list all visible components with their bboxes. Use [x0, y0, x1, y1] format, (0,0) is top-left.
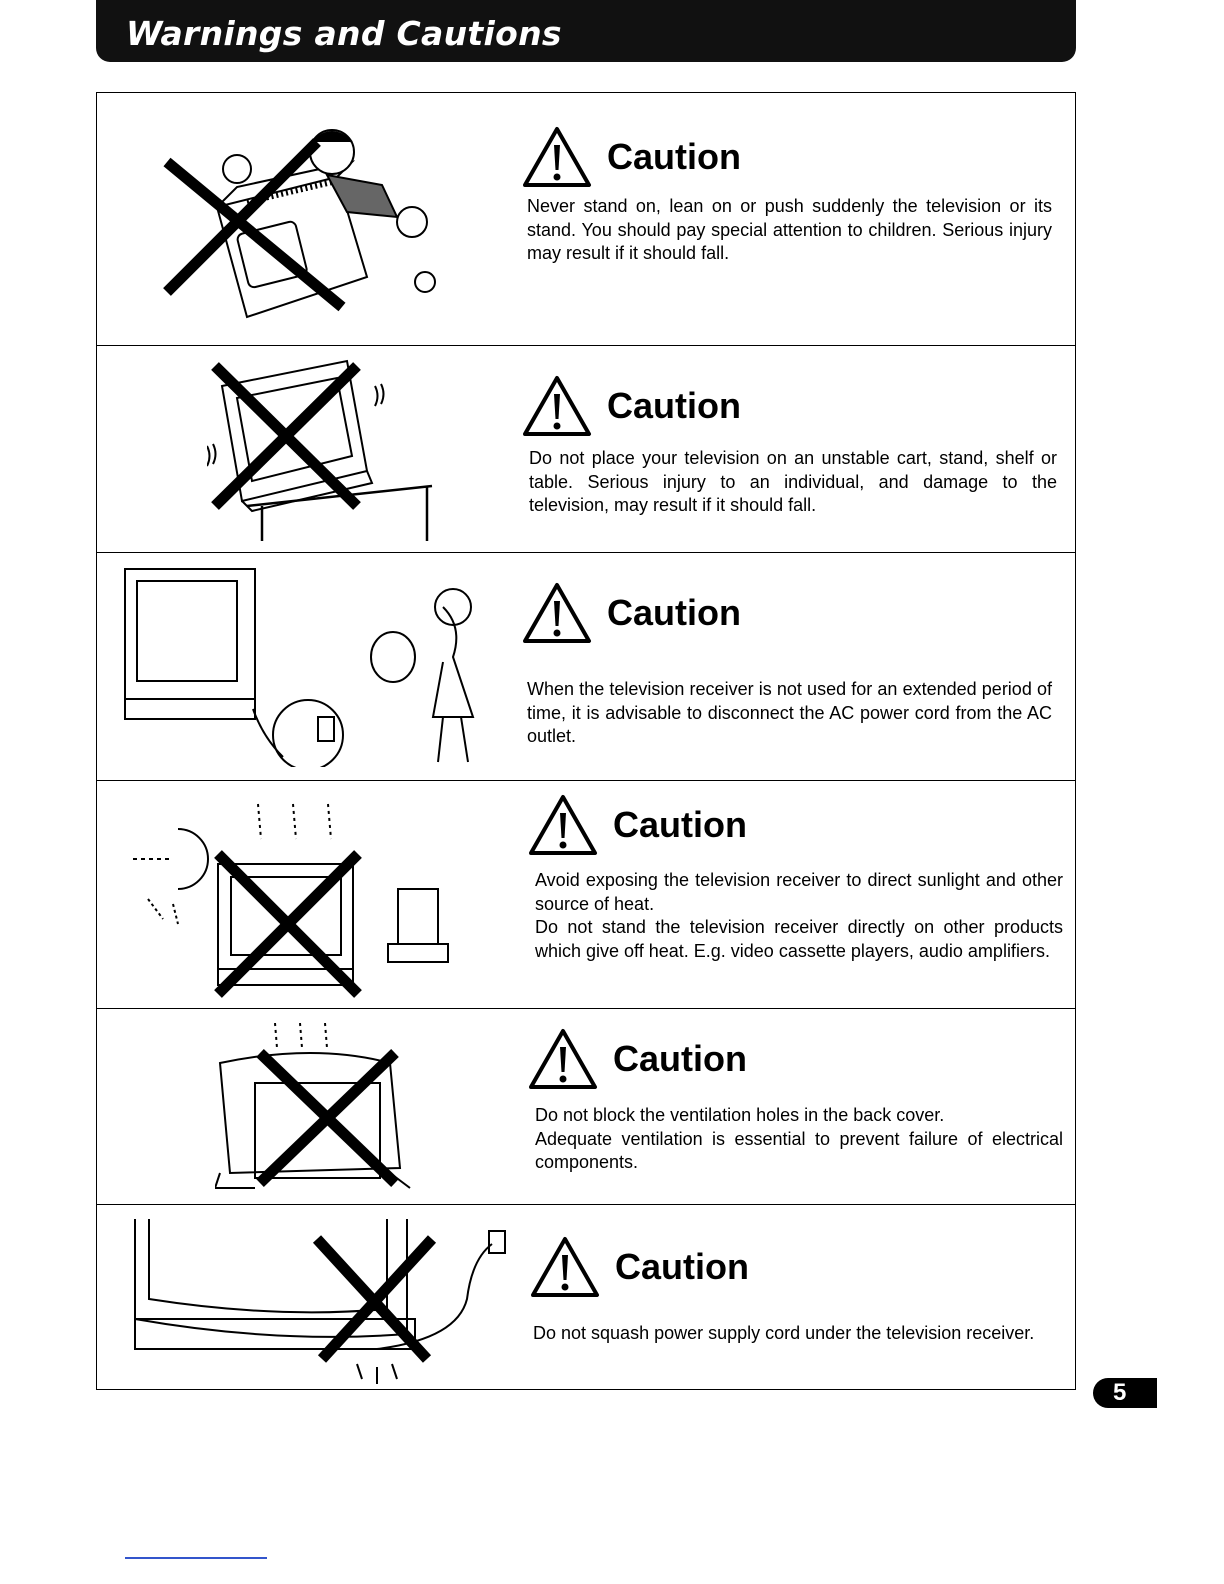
caution-text-line: Do not block the ventilation holes in the back cover.: [535, 1105, 945, 1125]
warning-triangle-icon: [529, 1235, 601, 1299]
page-number: 5: [1113, 1379, 1127, 1406]
caution-text: [535, 1104, 1063, 1175]
caution-row: [97, 553, 1075, 781]
caution-text: [535, 869, 1063, 963]
child-pushing-tv-illustration: [157, 107, 457, 337]
warning-triangle-icon: [521, 374, 593, 438]
caution-row: [97, 93, 1075, 346]
heat-and-sunlight-illustration: [133, 799, 473, 999]
caution-text: Do not squash power supply cord under the television receiver.: [533, 1323, 1035, 1343]
caution-heading: [521, 125, 741, 189]
page-title: Warnings and Cautions: [126, 14, 562, 53]
caution-text: Do not place your television on an unstable cart, stand, shelf or table. Serious injury to an individual, and damage to the television, may result if it should fall.: [529, 448, 1057, 515]
caution-heading: [527, 793, 747, 857]
caution-text: When the television receiver is not used for an extended period of time, it is advisable to disconnect the AC power cord from the AC outlet.: [527, 679, 1052, 746]
warning-triangle-icon: [527, 793, 599, 857]
tv-on-unstable-stand-illustration: [207, 356, 457, 541]
caution-row: [97, 1205, 1075, 1391]
caution-row: [97, 781, 1075, 1009]
caution-text-line: Do not stand the television receiver directly on other products which give off heat. E.g. video cassette players, audio amplifiers.: [535, 917, 1063, 961]
footer-line: [125, 1557, 267, 1559]
header-bar: [96, 0, 1076, 62]
caution-title: Caution: [607, 136, 741, 177]
caution-heading: [521, 581, 741, 645]
caution-title: Caution: [607, 385, 741, 426]
unplug-tv-illustration: [123, 567, 493, 767]
caution-row: [97, 1009, 1075, 1205]
squashed-cord-illustration: [127, 1219, 517, 1384]
caution-row: [97, 346, 1075, 553]
caution-heading: [529, 1235, 749, 1299]
blocked-ventilation-illustration: [215, 1023, 415, 1193]
warning-triangle-icon: [527, 1027, 599, 1091]
caution-heading: [521, 374, 741, 438]
caution-heading: [527, 1027, 747, 1091]
page-number-badge: [1093, 1378, 1157, 1408]
caution-text: Never stand on, lean on or push suddenly the television or its stand. You should pay special attention to children. Serious injury may result if it should fall.: [527, 196, 1052, 263]
warning-triangle-icon: [521, 581, 593, 645]
cautions-table: [96, 92, 1076, 1390]
caution-title: Caution: [613, 1038, 747, 1079]
caution-text-line: Adequate ventilation is essential to prevent failure of electrical components.: [535, 1128, 1063, 1172]
caution-title: Caution: [607, 592, 741, 633]
caution-title: Caution: [613, 804, 747, 845]
warning-triangle-icon: [521, 125, 593, 189]
caution-title: Caution: [615, 1246, 749, 1287]
caution-text-line: Avoid exposing the television receiver to direct sunlight and other source of heat.: [535, 870, 1063, 914]
